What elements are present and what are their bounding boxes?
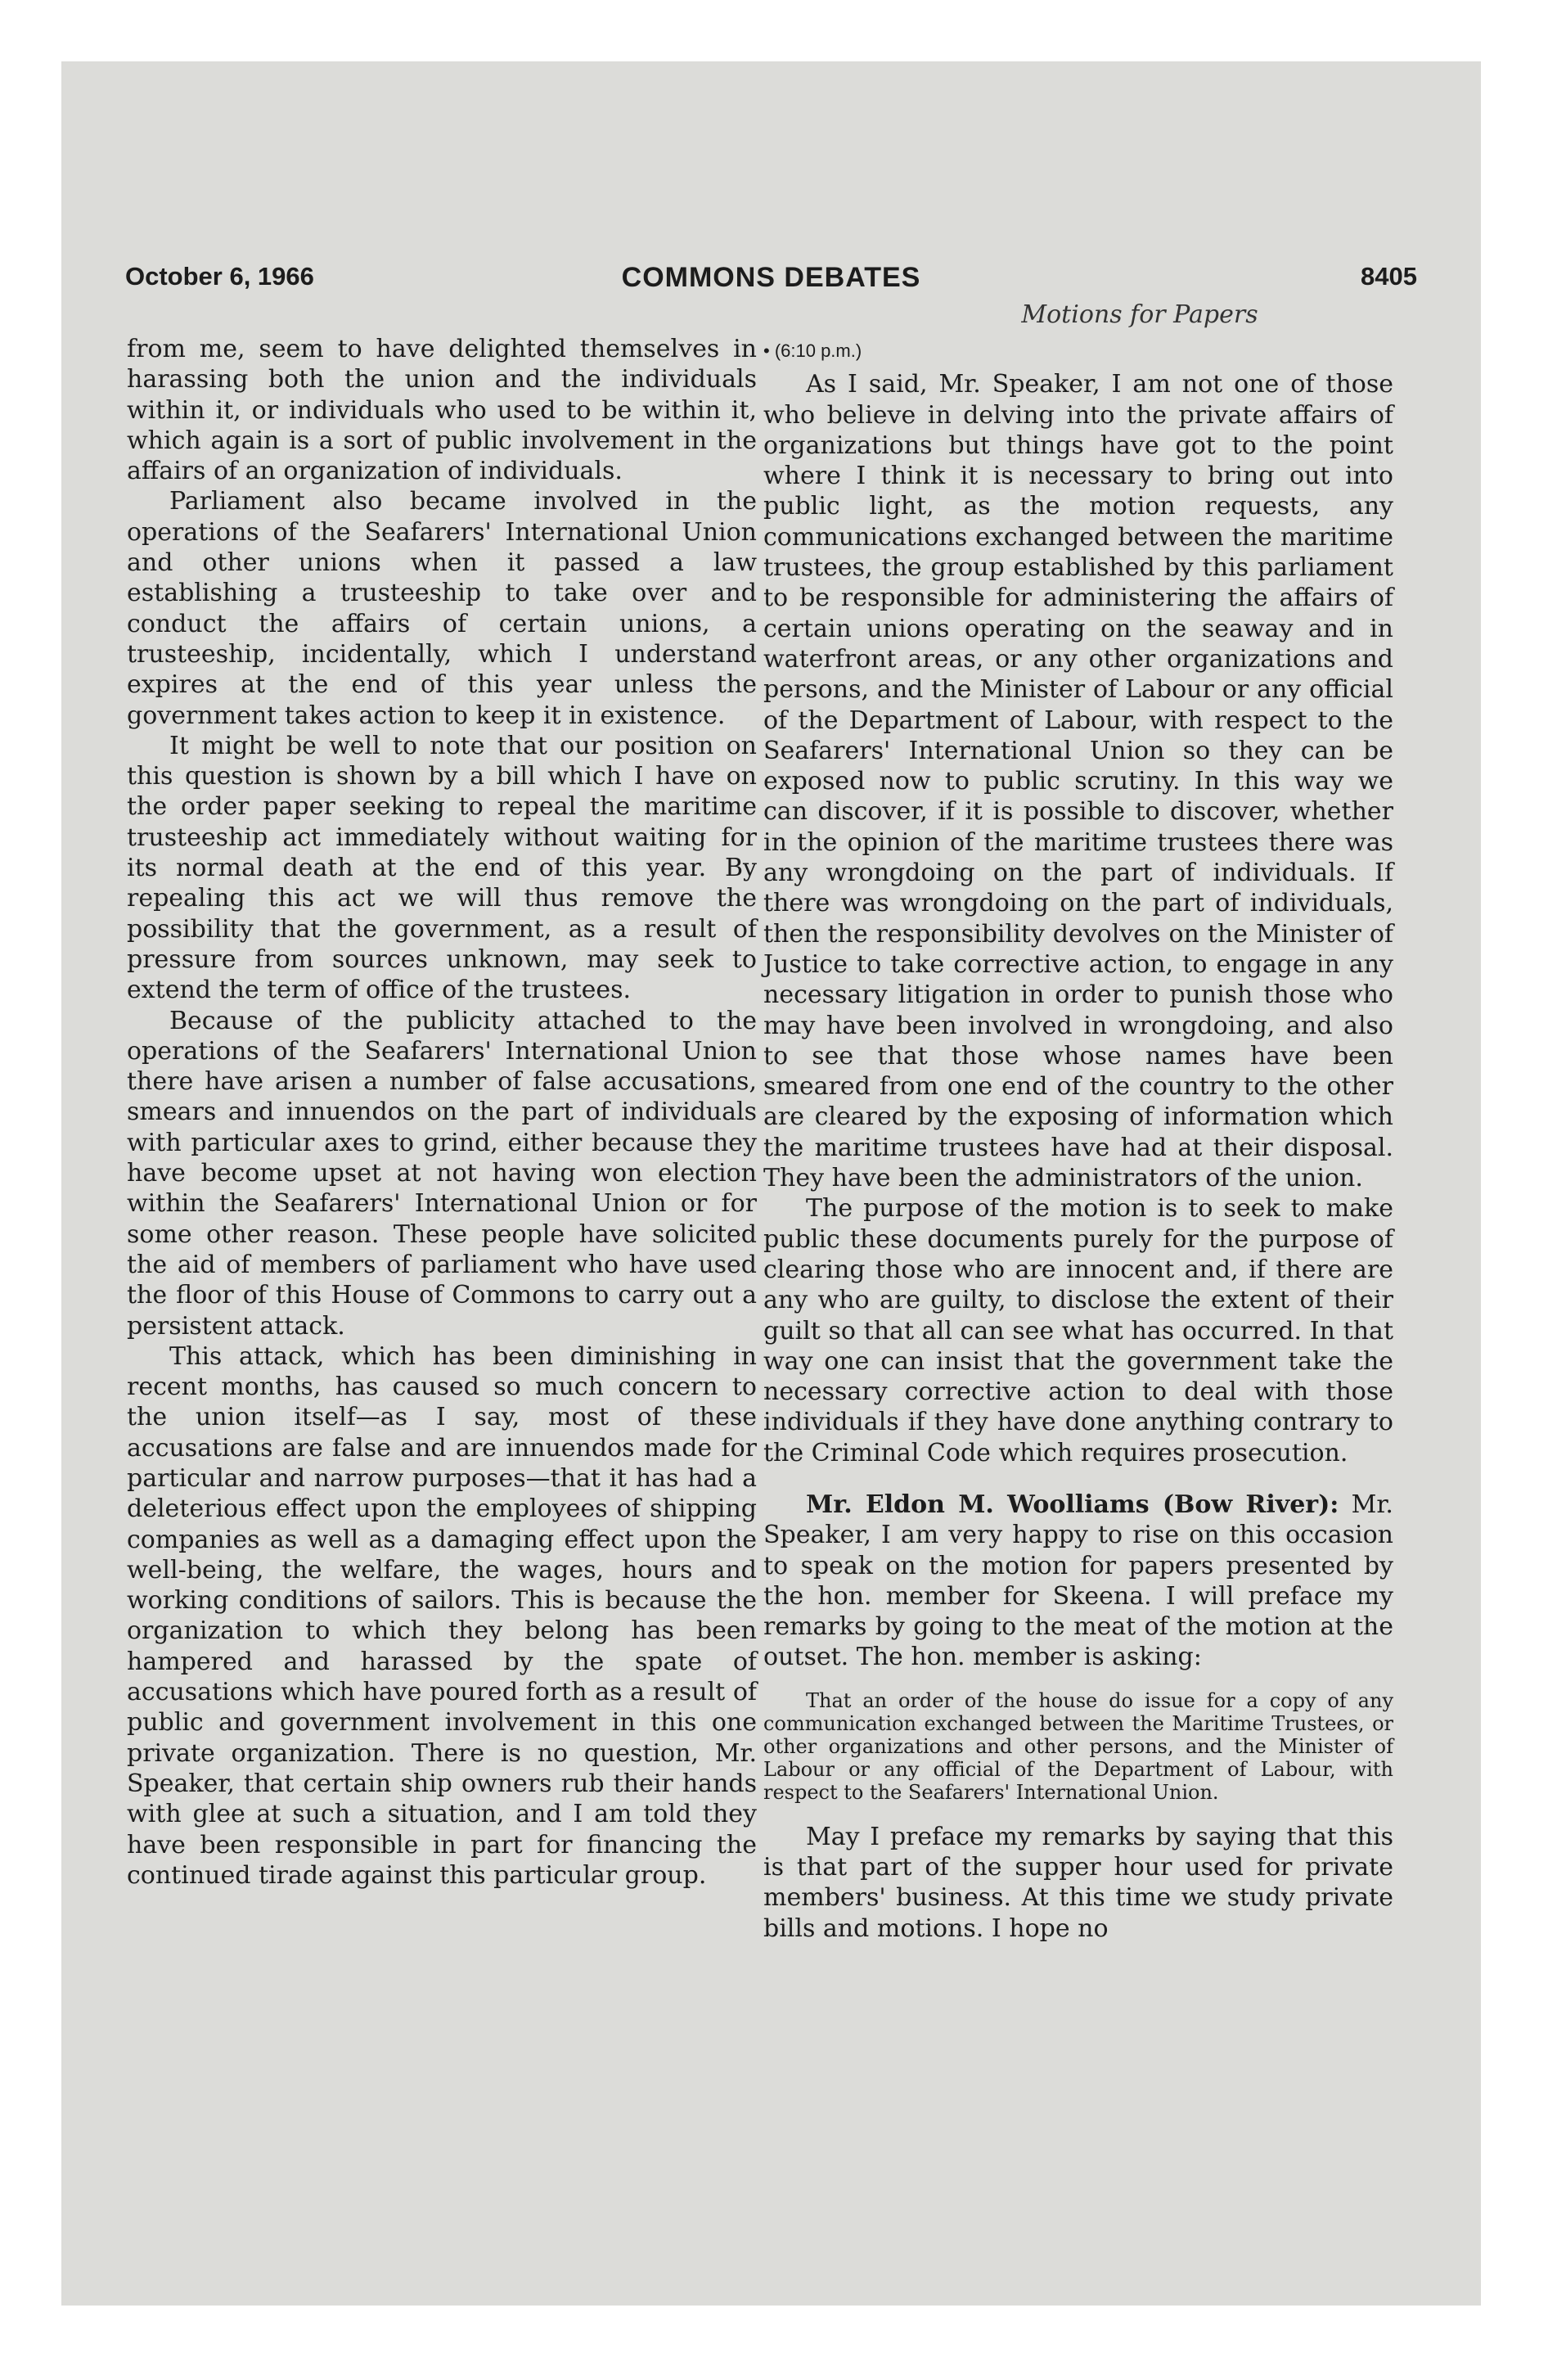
speaker-name: Mr. Eldon M. Woolliams (Bow River):	[806, 1490, 1339, 1519]
page-header	[125, 262, 1417, 295]
page-scan	[61, 61, 1481, 2306]
paragraph: It might be well to note that our position on this question is shown by a bill which I have on the order paper seeking to repeal the maritime trusteeship act immediately without waiting for its normal death at the end of this year. By repealing this act we will thus remove the possibility that the government, as a result of pressure from sources unknown, may seek to extend the term of office of the trustees.	[127, 731, 757, 1005]
paragraph: This attack, which has been diminishing in recent months, has caused so much concern to the union itself—as I say, most of these accusations are false and are innuendos made for particular and narrow purposes—that it has had a deleterious effect upon the employees of shipping companies as well as a damaging effect upon the well-being, the welfare, the wages, hours and working conditions of sailors. This is because the organization to which they belong has been hampered and harassed by the spate of accusations which have poured forth as a result of public and government involvement in this one private organization. There is no question, Mr. Speaker, that certain ship owners rub their hands with glee at such a situation, and I am told they have been responsible in part for financing the continued tirade against this particular group.	[127, 1341, 757, 1890]
right-column	[763, 334, 1393, 1944]
time-stamp: • (6:10 p.m.)	[763, 340, 862, 361]
paragraph: Because of the publicity attached to the operations of the Seafarers' International Union there have arisen a number of false accusations, smears and innuendos on the part of individuals with particular axes to grind, either because they have become upset at not having won election within the Seafarers' International Union or for some other reason. These people have solicited the aid of members of parliament who have used the floor of this House of Commons to carry out a persistent attack.	[127, 1006, 757, 1341]
left-column	[127, 334, 757, 1891]
paragraph: The purpose of the motion is to seek to make public these documents purely for the purpose of clearing those who are innocent and, if there are any who are guilty, to disclose the extent of their guilt so that all can see what has occurred. In that way one can insist that the government take the necessary corrective action to deal with those individuals if they have done anything contrary to the Criminal Code which requires prosecution.	[763, 1194, 1393, 1467]
paragraph: As I said, Mr. Speaker, I am not one of those who believe in delving into the private affairs of organizations but things have got to the point where I think it is necessary to bring out into public light, as the motion requests, any communications exchanged between the maritime trustees, the group established by this parliament to be responsible for administering the affairs of certain unions operating on the seaway and in waterfront areas, or any other organizations and persons, and the Minister of Labour or any official of the Department of Labour, with respect to the Seafarers' International Union so they can be exposed now to public scrutiny. In this way we can discover, if it is possible to discover, whether in the opinion of the maritime trustees there was any wrongdoing on the part of individuals. If there was wrongdoing on the part of individuals, then the responsibility devolves on the Minister of Justice to take corrective action, to engage in any necessary litigation in order to punish those who may have been involved in wrongdoing, and also to see that those whose names have been smeared from one end of the country to the other are cleared by the exposing of information which the maritime trustees have had at their disposal. They have been the administrators of the union.	[763, 370, 1393, 1193]
page-number: 8405	[1361, 262, 1417, 291]
section-heading: Motions for Papers	[1021, 300, 1258, 329]
speaker-text: Mr. Speaker, I am very happy to rise on this occasion to speak on the motion for papers presented by the hon. member for Skeena. I will preface my remarks by going to the meat of the motion at the outset. The hon. member is asking:	[763, 1490, 1393, 1672]
quoted-motion: That an order of the house do issue for a copy of any communication exchanged between the Maritime Trustees, or other organizations and other persons, and the Minister of Labour or any official of the Department of Labour, with respect to the Seafarers' International Union.	[763, 1688, 1393, 1804]
paragraph: May I preface my remarks by saying that this is that part of the supper hour used for private members' business. At this time we study private bills and motions. I hope no	[763, 1822, 1393, 1943]
paragraph: Parliament also became involved in the operations of the Seafarers' International Union and other unions when it passed a law establishing a trusteeship to take over and conduct the affairs of certain unions, a trusteeship, incidentally, which I understand expires at the end of this year unless the government takes action to keep it in existence.	[127, 487, 757, 730]
speaker-paragraph	[763, 1490, 1393, 1673]
header-date: October 6, 1966	[125, 262, 314, 291]
paragraph: from me, seem to have delighted themselves in harassing both the union and the individuals within it, or individuals who used to be within it, which again is a sort of public involvement in the affairs of an organization of individuals.	[127, 335, 757, 486]
publication-title: COMMONS DEBATES	[621, 262, 921, 293]
